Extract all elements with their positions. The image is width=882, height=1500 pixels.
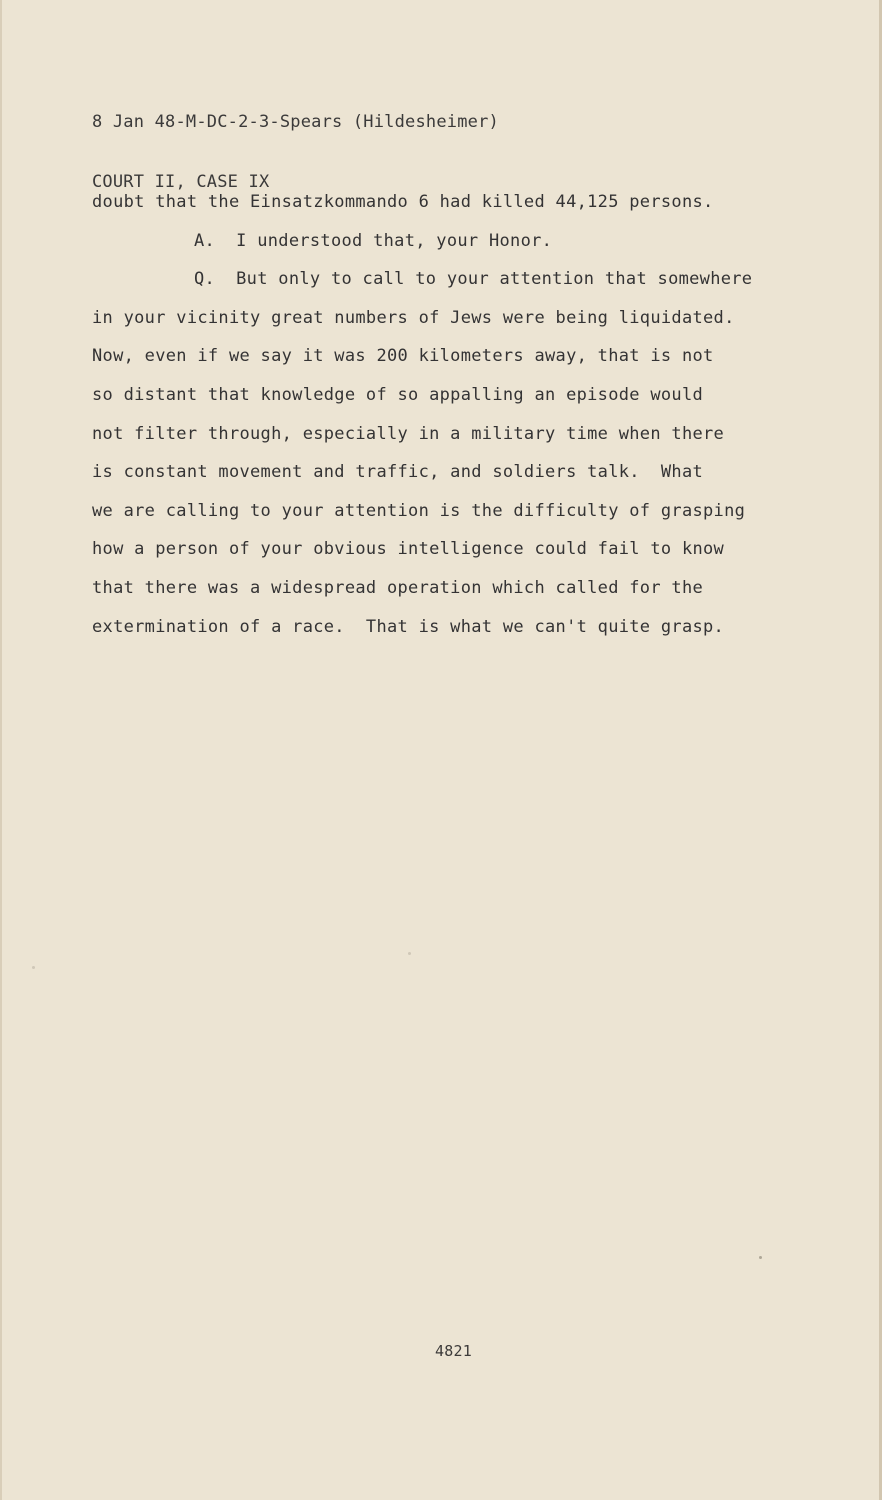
transcript-line: is constant movement and traffic, and soldiers talk. What bbox=[92, 462, 704, 483]
header-line-court-case: COURT II, CASE IX bbox=[92, 172, 270, 192]
page-number: 4821 bbox=[435, 1342, 472, 1360]
transcript-line: how a person of your obvious intelligence could fail to know bbox=[92, 539, 725, 560]
transcript-line: not filter through, especially in a military time when there bbox=[92, 423, 725, 444]
paper-speck bbox=[759, 1256, 762, 1259]
transcript-line: so distant that knowledge of so appalling an episode would bbox=[92, 384, 704, 405]
transcript-line: Now, even if we say it was 200 kilometers away, that is not bbox=[92, 346, 714, 367]
paper-speck bbox=[408, 952, 411, 955]
transcript-body bbox=[92, 183, 822, 646]
transcript-line: that there was a widespread operation which called for the bbox=[92, 577, 704, 598]
question-line: Q. But only to call to your attention that somewhere bbox=[194, 269, 753, 290]
transcript-line: we are calling to your attention is the difficulty of grasping bbox=[92, 500, 746, 521]
transcript-line: doubt that the Einsatzkommando 6 had killed 44,125 persons. bbox=[92, 192, 714, 212]
transcript-line: in your vicinity great numbers of Jews were being liquidated. bbox=[92, 307, 735, 328]
header-line-date-reference: 8 Jan 48-M-DC-2-3-Spears (Hildesheimer) bbox=[92, 112, 499, 132]
answer-line: A. I understood that, your Honor. bbox=[194, 230, 553, 251]
transcript-line: extermination of a race. That is what we can't quite grasp. bbox=[92, 616, 725, 637]
paper-speck bbox=[32, 966, 35, 969]
